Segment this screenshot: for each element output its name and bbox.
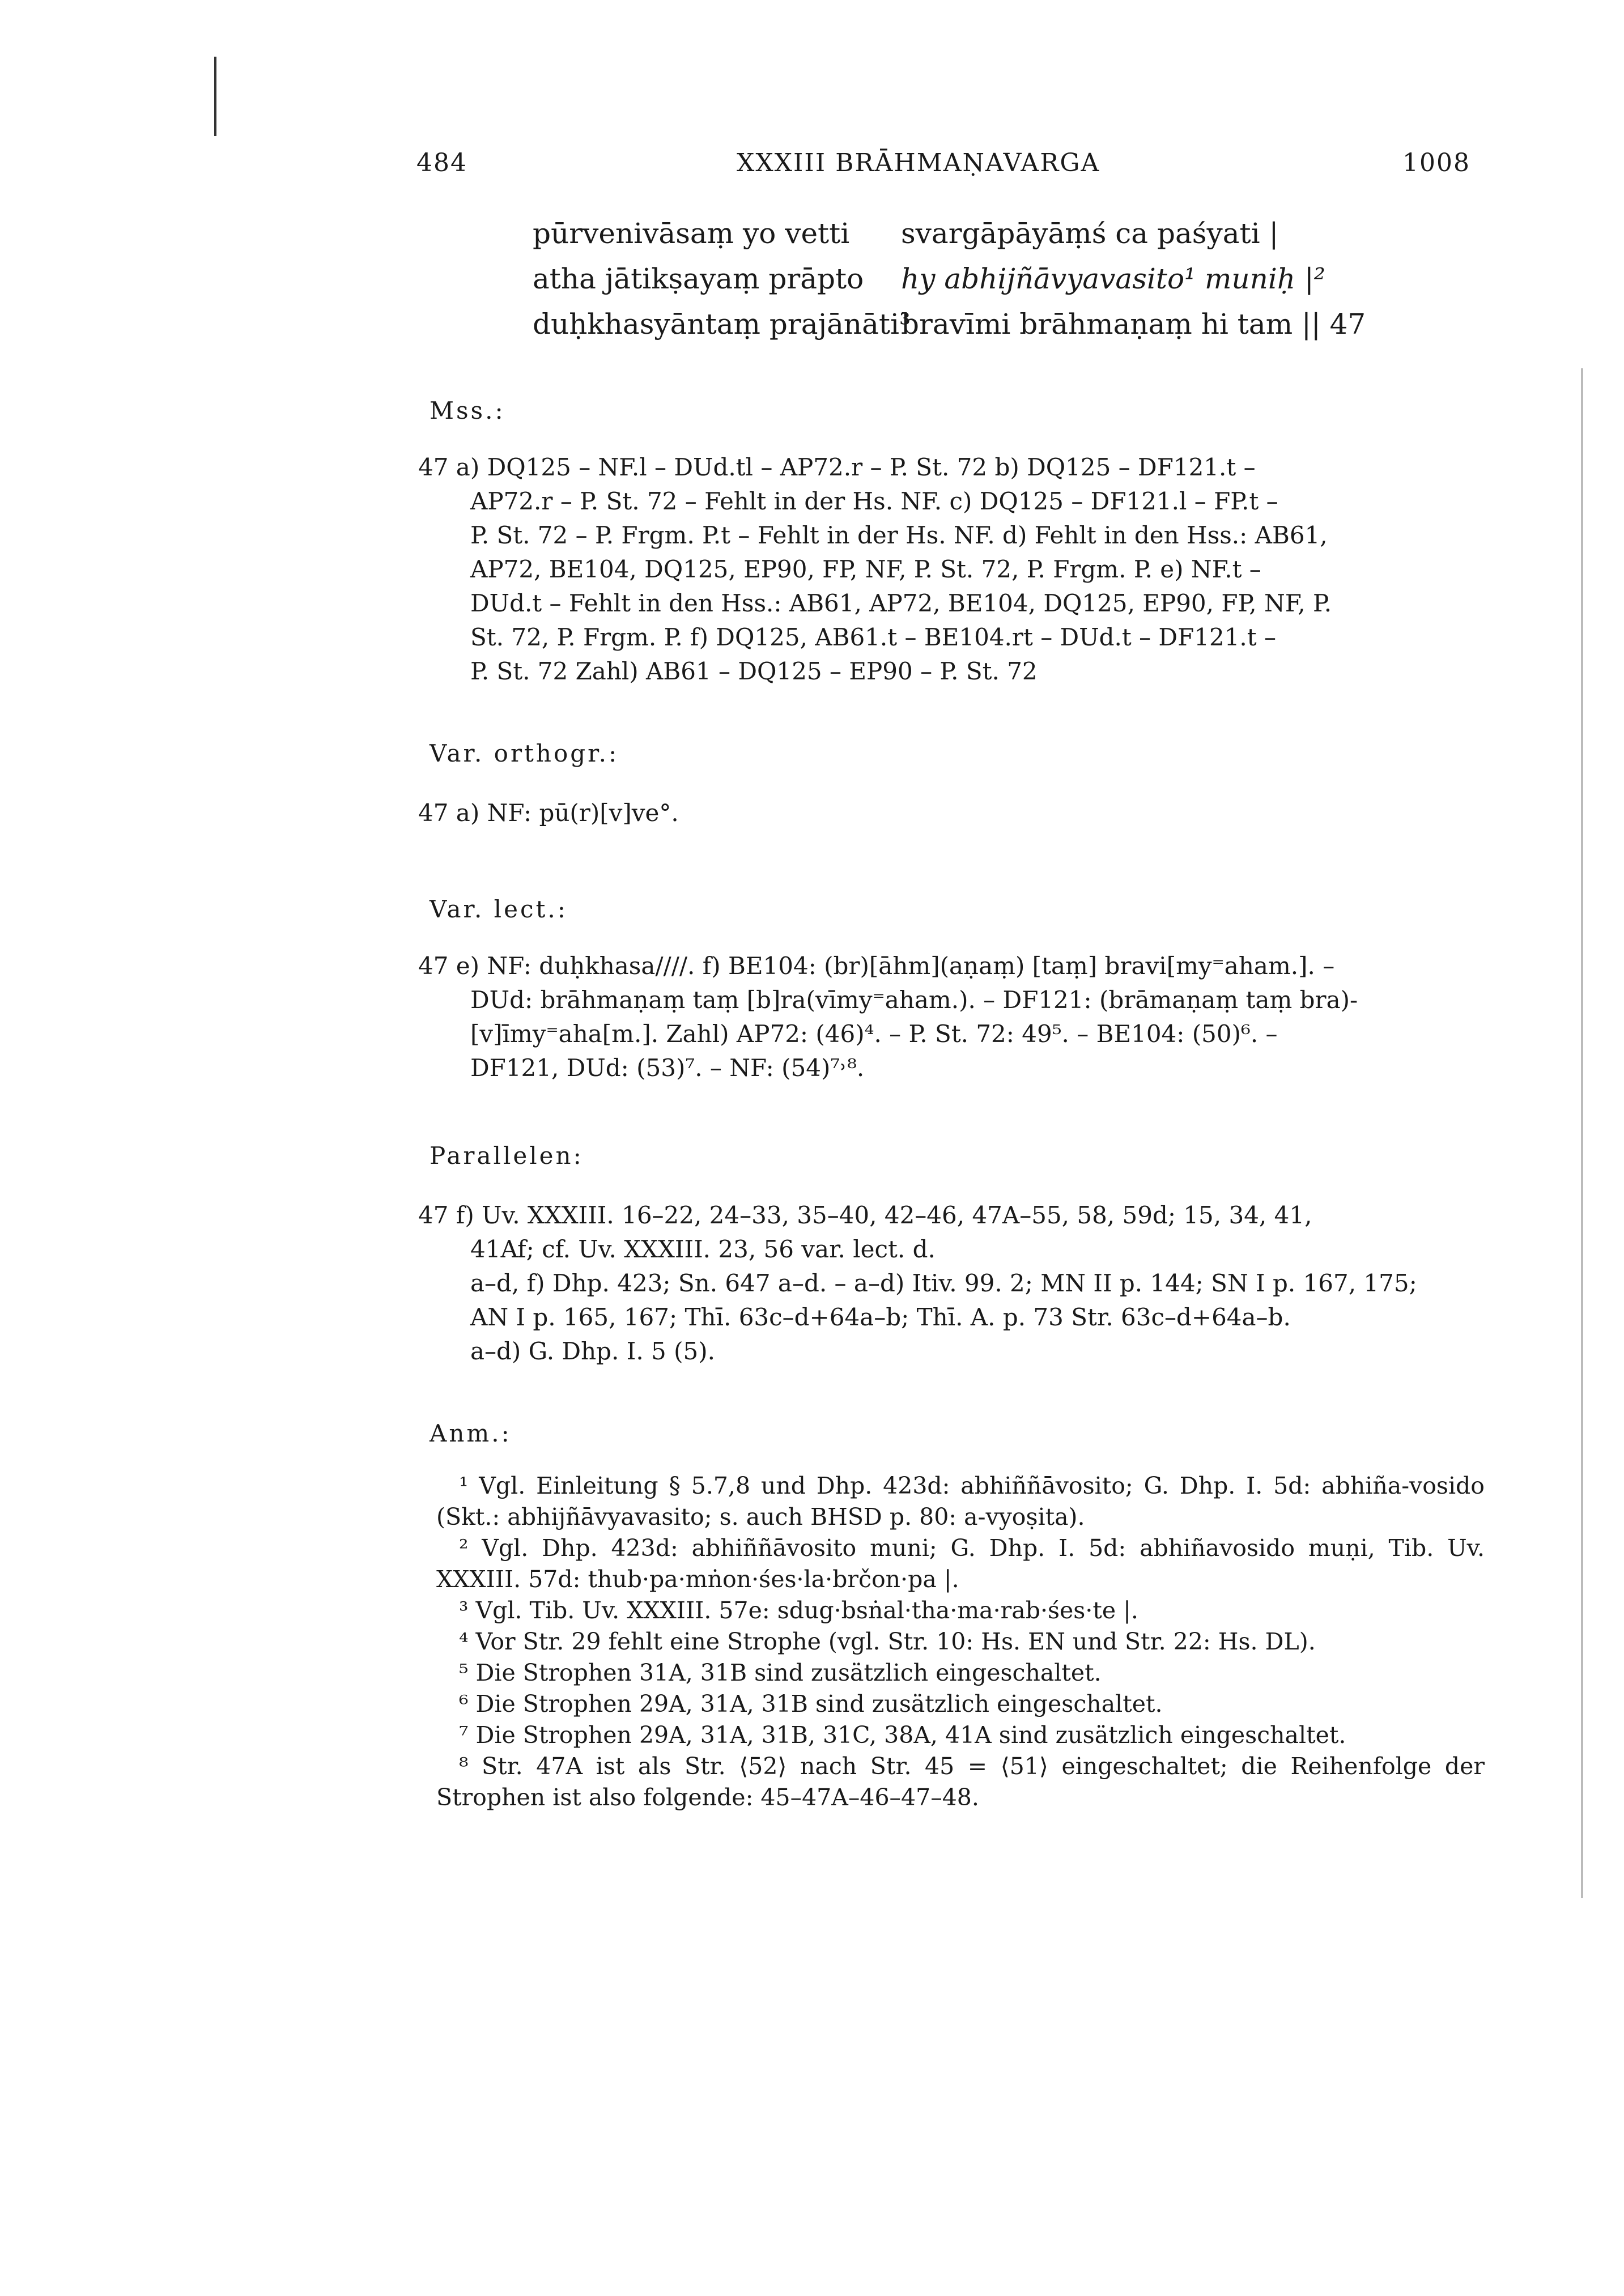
var-orthogr-heading: Var. orthogr.: [430,739,619,767]
verse-line [533,256,1496,301]
chapter-title: XXXIII BRĀHMAṆAVARGA [737,148,1100,177]
footnote: ² Vgl. Dhp. 423d: abhiññāvosito muni; G. Dhp. I. 5d: abhiñavosido muṇi, Tib. Uv. XXXIII. 57d: thub·pa·mṅon·śes·la·brčon·pa |. [436,1534,1485,1593]
parallelen-line: a–d, f) Dhp. 423; Sn. 647 a–d. – a–d) Itiv. 99. 2; MN II p. 144; SN I p. 167, 175; [470,1269,1417,1297]
mss-line: St. 72, P. Frgm. P. f) DQ125, AB61.t – BE104.rt – DUd.t – DF121.t – [470,623,1276,651]
footnote: ⁸ Str. 47A ist als Str. ⟨52⟩ nach Str. 45 = ⟨51⟩ eingeschaltet; die Reihenfolge der Strophen ist also folgende: 45–47A–46–47–48. [436,1753,1485,1811]
mss-heading: Mss.: [430,397,505,424]
var-lect-block [418,949,1483,1085]
parallelen-heading: Parallelen: [430,1142,584,1170]
var-lect-line: DUd: brāhmaṇaṃ taṃ [b]ra(vīmy⁼aham.). – DF121: (brāmaṇaṃ taṃ bra)- [470,986,1358,1014]
var-orthogr-line: 47 a) NF: pū(r)[v]ve°. [418,799,679,827]
footnote: ⁷ Die Strophen 29A, 31A, 31B, 31C, 38A, 41A sind zusätzlich eingeschaltet. [459,1721,1346,1749]
footnotes-block [436,1470,1485,1813]
footnote: ⁵ Die Strophen 31A, 31B sind zusätzlich eingeschaltet. [459,1659,1102,1686]
mss-line: AP72, BE104, DQ125, EP90, FP, NF, P. St. 72, P. Frgm. P. e) NF.t – [470,555,1261,583]
mss-block [418,450,1483,688]
footnote: ³ Vgl. Tib. Uv. XXXIII. 57e: sdug·bsṅal·tha·ma·rab·śes·te |. [459,1597,1138,1624]
mss-line: AP72.r – P. St. 72 – Fehlt in der Hs. NF. c) DQ125 – DF121.l – FP.t – [470,487,1278,515]
parallelen-line: a–d) G. Dhp. I. 5 (5). [470,1337,715,1365]
footnote: ⁴ Vor Str. 29 fehlt eine Strophe (vgl. Str. 10: Hs. EN und Str. 22: Hs. DL). [459,1628,1316,1655]
verse-line [533,211,1496,256]
scan-mark [214,57,216,136]
verse-line [533,301,1496,347]
footnote: ¹ Vgl. Einleitung § 5.7,8 und Dhp. 423d: abhiññāvosito; G. Dhp. I. 5d: abhiña-vosido (Skt.: abhijñāvyavasito; s. auch BHSD p. 80: a-vyoṣita). [436,1472,1485,1530]
mss-line: P. St. 72 Zahl) AB61 – DQ125 – EP90 – P. St. 72 [470,657,1038,685]
verse-pada: atha jātikṣayaṃ prāpto [533,262,864,295]
verse-block [533,211,1496,347]
footnote: ⁶ Die Strophen 29A, 31A, 31B sind zusätzlich eingeschaltet. [459,1690,1163,1717]
verse-number: 1008 [1402,148,1470,177]
parallelen-line: 41Af; cf. Uv. XXXIII. 23, 56 var. lect. d. [470,1235,936,1263]
verse-pada: pūrvenivāsaṃ yo vetti [533,217,850,250]
var-lect-line: 47 e) NF: duḥkhasa////. f) BE104: (br)[āhm](aṇaṃ) [taṃ] bravi[my⁼aham.]. – [418,952,1335,980]
scan-mark [1581,368,1583,1898]
parallelen-line: AN I p. 165, 167; Thī. 63c–d+64a–b; Thī. A. p. 73 Str. 63c–d+64a–b. [470,1303,1291,1331]
var-lect-line: [v]īmy⁼aha[m.]. Zahl) AP72: (46)⁴. – P. St. 72: 49⁵. – BE104: (50)⁶. – [470,1020,1278,1048]
page-number: 484 [416,148,467,177]
verse-pada: svargāpāyāṃś ca paśyati | [901,217,1279,250]
anm-heading: Anm.: [430,1419,512,1447]
var-lect-heading: Var. lect.: [430,895,568,923]
parallelen-line: 47 f) Uv. XXXIII. 16–22, 24–33, 35–40, 42–46, 47A–55, 58, 59d; 15, 34, 41, [418,1201,1312,1229]
var-lect-line: DF121, DUd: (53)⁷. – NF: (54)⁷˒⁸. [470,1054,865,1082]
verse-pada: duḥkhasyāntaṃ prajānāti³ [533,308,911,341]
verse-pada: hy abhijñāvyavasito¹ muniḥ |² [901,262,1325,295]
var-orthogr-block [418,796,1483,830]
mss-line: P. St. 72 – P. Frgm. P.t – Fehlt in der Hs. NF. d) Fehlt in den Hss.: AB61, [470,521,1328,549]
parallelen-block [418,1198,1483,1368]
mss-line: DUd.t – Fehlt in den Hss.: AB61, AP72, BE104, DQ125, EP90, FP, NF, P. [470,589,1332,617]
mss-line: 47 a) DQ125 – NF.l – DUd.tl – AP72.r – P. St. 72 b) DQ125 – DF121.t – [418,453,1256,481]
verse-pada: bravīmi brāhmaṇaṃ hi tam || 47 [901,308,1366,341]
